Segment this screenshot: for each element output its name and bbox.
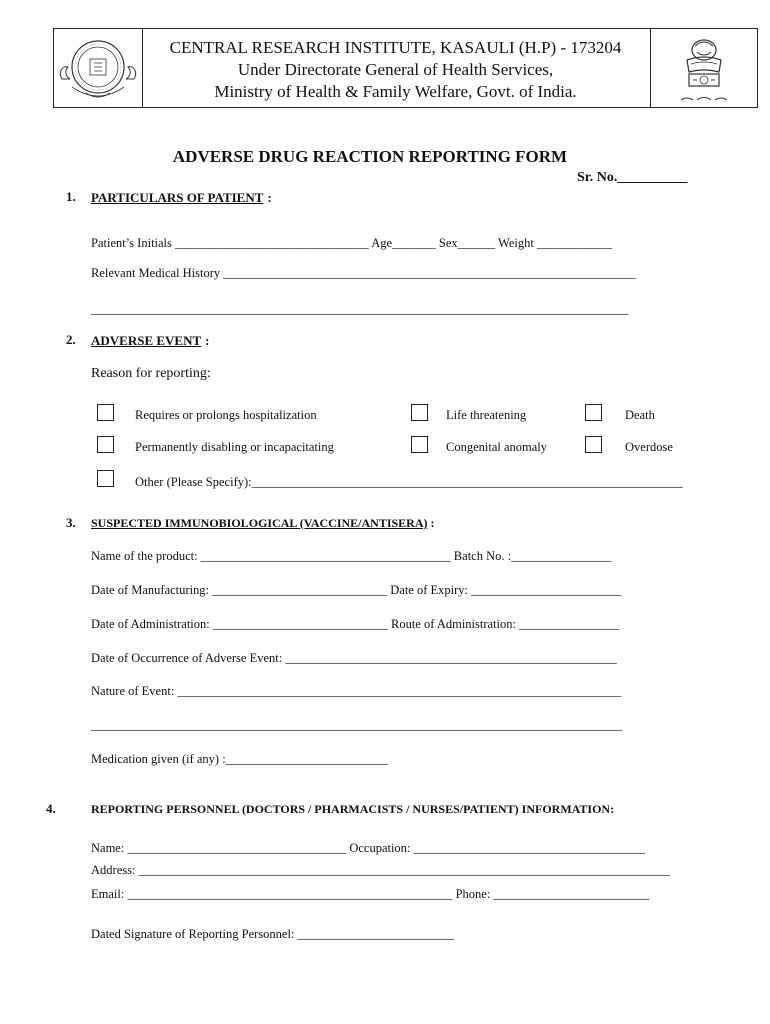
section2-number: 2. (66, 332, 76, 347)
section2-colon: : (205, 333, 210, 348)
reason-for-reporting-label: Reason for reporting: (91, 366, 211, 381)
header-line1: CENTRAL RESEARCH INSTITUTE, KASAULI (H.P) - 173204 (169, 38, 622, 57)
section1-heading-text: PARTICULARS OF PATIENT (91, 190, 264, 205)
header-divider-right (650, 29, 651, 107)
name-occupation-field[interactable]: Name: ___________________________________ Occupation: _____________________________________ (91, 841, 645, 855)
section3-number: 3. (66, 515, 76, 530)
nature-of-event-continuation-line[interactable]: _____________________________________________________________________________________ (91, 718, 623, 732)
section1-colon: : (267, 190, 272, 205)
product-batch-field[interactable]: Name of the product: ________________________________________ Batch No. :________________ (91, 549, 612, 563)
label-death: Death (625, 408, 655, 422)
section1-heading (91, 189, 272, 207)
serial-number-field[interactable]: Sr. No.__________ (577, 170, 688, 185)
section3-heading-text: SUSPECTED IMMUNOBIOLOGICAL (VACCINE/ANTISERA) (91, 516, 428, 530)
occurrence-date-field[interactable]: Date of Occurrence of Adverse Event: _____________________________________________________ (91, 651, 617, 665)
medication-given-field[interactable]: Medication given (if any) :__________________________ (91, 752, 389, 766)
form-title: ADVERSE DRUG REACTION REPORTING FORM (172, 147, 568, 166)
section3-heading (91, 516, 435, 531)
email-phone-field[interactable]: Email: ____________________________________________________ Phone: _________________________ (91, 887, 650, 901)
administration-route-field[interactable]: Date of Administration: ____________________________ Route of Administration: ________________ (91, 617, 620, 631)
checkbox-other[interactable] (97, 470, 114, 487)
checkbox-hospitalization[interactable] (97, 404, 114, 421)
header-box (53, 28, 758, 108)
section1-number: 1. (66, 189, 76, 204)
checkbox-overdose[interactable] (585, 436, 602, 453)
section4-heading: REPORTING PERSONNEL (DOCTORS / PHARMACISTS / NURSES/PATIENT) INFORMATION: (91, 802, 615, 816)
patient-initials-age-sex-weight-field[interactable]: Patient’s Initials _______________________________ Age_______ Sex______ Weight ____________ (91, 236, 612, 250)
label-disabling: Permanently disabling or incapacitating (135, 440, 334, 454)
checkbox-death[interactable] (585, 404, 602, 421)
header-line3: Ministry of Health & Family Welfare, Govt. of India. (214, 82, 577, 101)
medical-history-field[interactable]: Relevant Medical History __________________________________________________________________ (91, 266, 636, 280)
section3-colon: : (430, 516, 435, 530)
section2-heading (91, 332, 210, 350)
institute-seal-logo (56, 35, 140, 103)
header-line2: Under Directorate General of Health Services, (237, 60, 554, 79)
label-hospitalization: Requires or prolongs hospitalization (135, 408, 317, 422)
dated-signature-field[interactable]: Dated Signature of Reporting Personnel: _________________________ (91, 927, 454, 941)
label-congenital-anomaly: Congenital anomaly (446, 440, 548, 454)
other-specify-field[interactable]: Other (Please Specify):_____________________________________________________________________ (135, 475, 683, 489)
medical-history-continuation-line[interactable]: ______________________________________________________________________________________ (91, 302, 629, 316)
checkbox-disabling[interactable] (97, 436, 114, 453)
state-emblem-logo (659, 34, 749, 106)
checkbox-life-threatening[interactable] (411, 404, 428, 421)
section4-number: 4. (46, 801, 56, 816)
address-field[interactable]: Address: _____________________________________________________________________________________ (91, 863, 670, 877)
nature-of-event-field[interactable]: Nature of Event: _______________________________________________________________________ (91, 684, 622, 698)
section2-heading-text: ADVERSE EVENT (91, 333, 202, 348)
label-overdose: Overdose (625, 440, 673, 454)
label-life-threatening: Life threatening (446, 408, 527, 422)
checkbox-congenital-anomaly[interactable] (411, 436, 428, 453)
manufacturing-expiry-field[interactable]: Date of Manufacturing: ____________________________ Date of Expiry: ________________________ (91, 583, 622, 597)
